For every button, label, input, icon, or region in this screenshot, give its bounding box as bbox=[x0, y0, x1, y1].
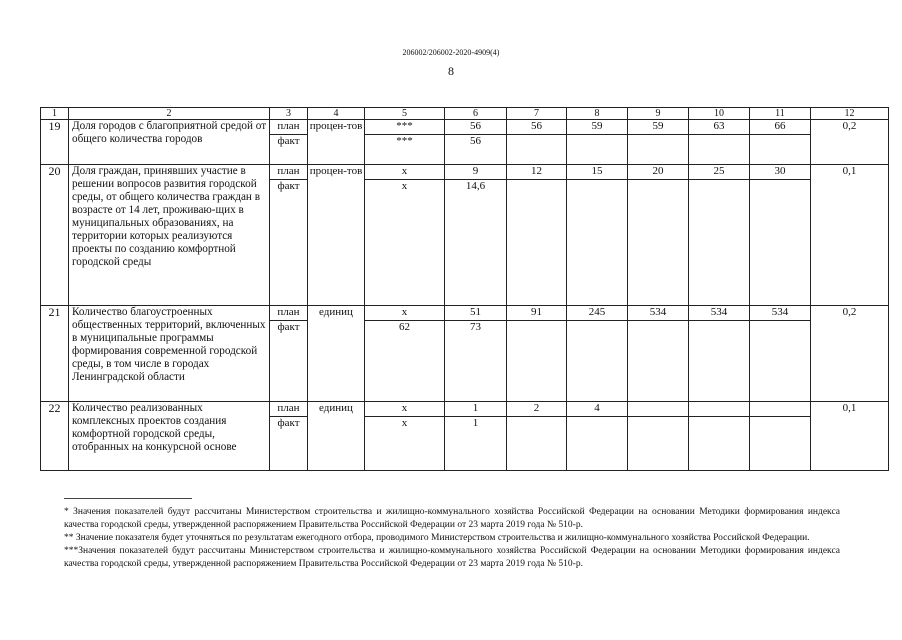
fact-value-col5: x bbox=[365, 417, 445, 471]
footnote-divider bbox=[64, 498, 192, 499]
row-number: 20 bbox=[41, 165, 69, 306]
fact-value-col5: x bbox=[365, 180, 445, 306]
plan-label: план bbox=[270, 306, 308, 321]
unit: единиц bbox=[308, 306, 365, 402]
plan-value-col8: 15 bbox=[567, 165, 628, 180]
fact-value-col6: 1 bbox=[445, 417, 507, 471]
weight: 0,2 bbox=[811, 120, 889, 165]
plan-value-col11: 30 bbox=[750, 165, 811, 180]
plan-label: план bbox=[270, 165, 308, 180]
fact-value-col7 bbox=[507, 417, 567, 471]
column-number: 12 bbox=[811, 108, 889, 120]
plan-value-col5: x bbox=[365, 402, 445, 417]
weight: 0,1 bbox=[811, 402, 889, 471]
column-number-row bbox=[41, 108, 889, 120]
plan-value-col9 bbox=[628, 402, 689, 417]
fact-value-col10 bbox=[689, 180, 750, 306]
indicator-name: Количество реализованных комплексных проектов создания комфортной городской среды, отобранных на конкурсной основе bbox=[69, 402, 270, 471]
weight: 0,2 bbox=[811, 306, 889, 402]
indicator-name: Количество благоустроенных общественных территорий, включенных в муниципальные программы формирования современной городской среды, в том числе в городах Ленинградской области bbox=[69, 306, 270, 402]
plan-value-col5: x bbox=[365, 165, 445, 180]
unit: процен-тов bbox=[308, 165, 365, 306]
plan-value-col5: *** bbox=[365, 120, 445, 135]
fact-value-col5: 62 bbox=[365, 321, 445, 402]
plan-value-col9: 59 bbox=[628, 120, 689, 135]
column-number: 2 bbox=[69, 108, 270, 120]
indicator-name: Доля граждан, принявших участие в решении вопросов развития городской среды, от общего количества граждан в возрасте от 14 лет, проживаю-щих в муниципальных образованиях, на территории которых реализуются проекты по созданию комфортной городской среды bbox=[69, 165, 270, 306]
fact-value-col7 bbox=[507, 321, 567, 402]
fact-value-col9 bbox=[628, 417, 689, 471]
plan-value-col10: 25 bbox=[689, 165, 750, 180]
plan-value-col11: 534 bbox=[750, 306, 811, 321]
plan-value-col5: x bbox=[365, 306, 445, 321]
footnotes bbox=[64, 506, 840, 571]
plan-value-col7: 91 bbox=[507, 306, 567, 321]
column-number: 4 bbox=[308, 108, 365, 120]
fact-value-col5: *** bbox=[365, 135, 445, 165]
fact-value-col9 bbox=[628, 180, 689, 306]
row-number: 19 bbox=[41, 120, 69, 165]
fact-value-col11 bbox=[750, 417, 811, 471]
fact-label: факт bbox=[270, 417, 308, 471]
plan-value-col9: 534 bbox=[628, 306, 689, 321]
plan-value-col11 bbox=[750, 402, 811, 417]
plan-value-col6: 51 bbox=[445, 306, 507, 321]
row-number: 21 bbox=[41, 306, 69, 402]
row-number: 22 bbox=[41, 402, 69, 471]
plan-value-col7: 56 bbox=[507, 120, 567, 135]
table-row bbox=[41, 120, 889, 135]
document-id: 206002/206002-2020-4909(4) bbox=[402, 48, 500, 57]
fact-label: факт bbox=[270, 180, 308, 306]
column-number: 1 bbox=[41, 108, 69, 120]
table-row bbox=[41, 165, 889, 180]
fact-value-col11 bbox=[750, 180, 811, 306]
fact-value-col8 bbox=[567, 135, 628, 165]
fact-value-col8 bbox=[567, 180, 628, 306]
plan-value-col10 bbox=[689, 402, 750, 417]
table-row bbox=[41, 306, 889, 321]
plan-value-col6: 9 bbox=[445, 165, 507, 180]
fact-value-col9 bbox=[628, 135, 689, 165]
column-number: 10 bbox=[689, 108, 750, 120]
footnote-1: * Значения показателей будут рассчитаны Министерством строительства и жилищно-коммунального хозяйства Российской Федерации на основании Методики формирования индекса качества городской среды, утвержденной распоряжением Правительства Российской Федерации от 23 марта 2019 года № 510-р. bbox=[64, 507, 840, 530]
plan-value-col8: 4 bbox=[567, 402, 628, 417]
fact-value-col8 bbox=[567, 321, 628, 402]
plan-value-col11: 66 bbox=[750, 120, 811, 135]
fact-value-col7 bbox=[507, 135, 567, 165]
column-number: 11 bbox=[750, 108, 811, 120]
plan-value-col9: 20 bbox=[628, 165, 689, 180]
plan-value-col6: 56 bbox=[445, 120, 507, 135]
column-number: 9 bbox=[628, 108, 689, 120]
unit: единиц bbox=[308, 402, 365, 471]
indicators-table bbox=[40, 107, 889, 471]
fact-value-col6: 73 bbox=[445, 321, 507, 402]
plan-value-col7: 2 bbox=[507, 402, 567, 417]
fact-value-col6: 56 bbox=[445, 135, 507, 165]
fact-value-col10 bbox=[689, 417, 750, 471]
plan-value-col8: 245 bbox=[567, 306, 628, 321]
indicator-name: Доля городов с благоприятной средой от общего количества городов bbox=[69, 120, 270, 165]
unit: процен-тов bbox=[308, 120, 365, 165]
fact-value-col6: 14,6 bbox=[445, 180, 507, 306]
footnote-2: ** Значение показателя будет уточняться по результатам ежегодного отбора, проводимого Министерством строительства и жилищно-коммунального хозяйства Российской Федерации. bbox=[64, 533, 810, 543]
plan-label: план bbox=[270, 120, 308, 135]
plan-value-col6: 1 bbox=[445, 402, 507, 417]
fact-value-col9 bbox=[628, 321, 689, 402]
weight: 0,1 bbox=[811, 165, 889, 306]
page-number: 8 bbox=[448, 64, 454, 78]
fact-label: факт bbox=[270, 135, 308, 165]
column-number: 3 bbox=[270, 108, 308, 120]
column-number: 5 bbox=[365, 108, 445, 120]
column-number: 7 bbox=[507, 108, 567, 120]
column-number: 6 bbox=[445, 108, 507, 120]
fact-value-col11 bbox=[750, 321, 811, 402]
plan-value-col10: 534 bbox=[689, 306, 750, 321]
fact-value-col7 bbox=[507, 180, 567, 306]
fact-value-col10 bbox=[689, 321, 750, 402]
plan-value-col8: 59 bbox=[567, 120, 628, 135]
fact-value-col8 bbox=[567, 417, 628, 471]
plan-label: план bbox=[270, 402, 308, 417]
footnote-3: ***Значения показателей будут рассчитаны Министерством строительства и жилищно-коммунального хозяйства Российской Федерации на основании Методики формирования индекса качества городской среды, утвержденной распоряжением Правительства Российской Федерации от 23 марта 2019 года № 510-р. bbox=[64, 546, 840, 569]
fact-label: факт bbox=[270, 321, 308, 402]
fact-value-col11 bbox=[750, 135, 811, 165]
column-number: 8 bbox=[567, 108, 628, 120]
table-row bbox=[41, 402, 889, 417]
plan-value-col7: 12 bbox=[507, 165, 567, 180]
plan-value-col10: 63 bbox=[689, 120, 750, 135]
fact-value-col10 bbox=[689, 135, 750, 165]
